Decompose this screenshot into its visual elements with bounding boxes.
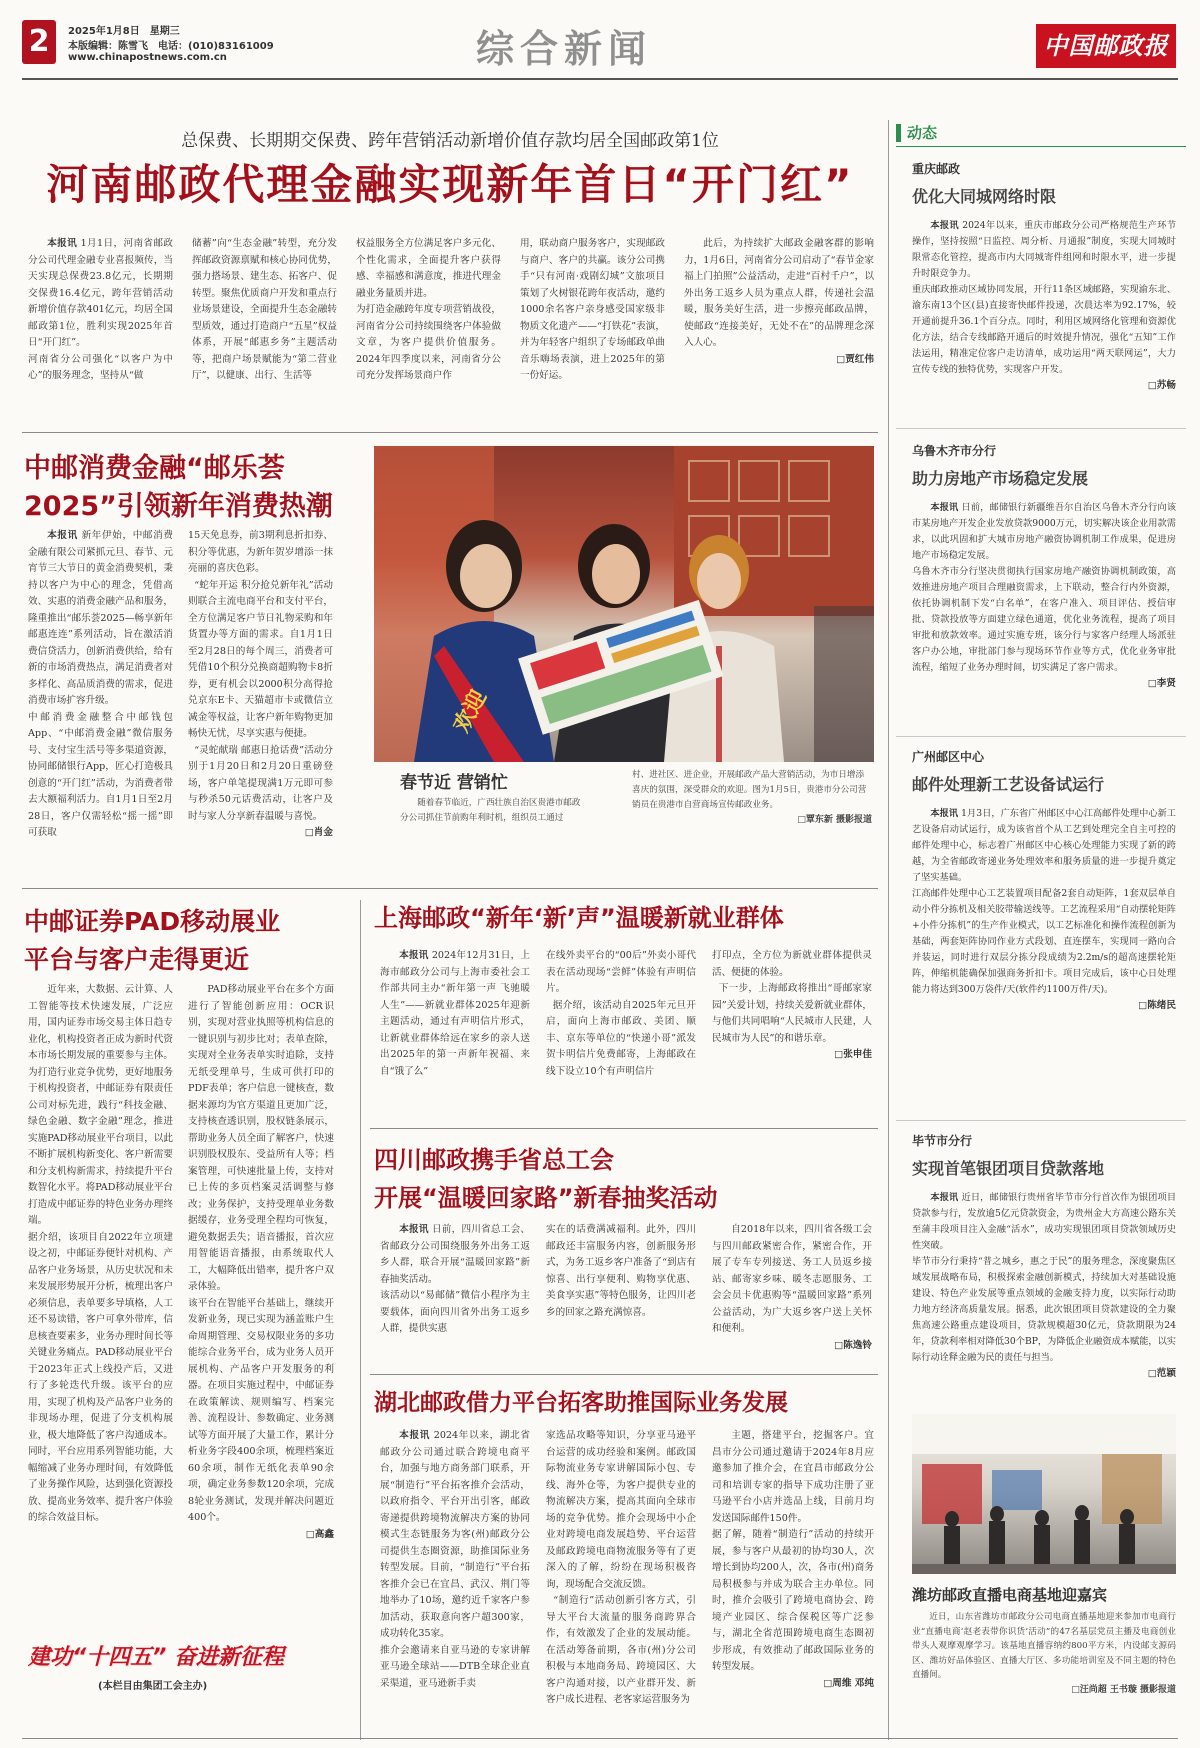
sidebar-item-3-org: 广州邮区中心 (912, 750, 985, 764)
lead-col-3: 权益服务全方位满足客户多元化、个性化需求，全面提升客户获得感、幸福感和满意度，推进代理金融业务量质并进。 为打造金融跨年度专项营销战役，河南省分公司持续围绕客户体验做文章，为客户提供价值服务。2024年四季度以来，河南省分公司充分发挥场景商户作 (356, 238, 501, 381)
sidebar-item-3-title: 邮件处理新工艺设备试运行 (912, 775, 1105, 794)
consumer-headline-2: 2025”引领新年消费热潮 (24, 491, 333, 522)
sidebar-sep-2 (896, 736, 1186, 737)
sichuan-bottom-rule (370, 1374, 878, 1375)
securities-headline-1: 中邮证券PAD移动展业 (24, 907, 281, 936)
hubei-col-1: 本报讯 2024年以来，湖北省邮政分公司通过联合跨境电商平台，加强与地方商务部门联系，开展“制造行”平台拓客推介会活动，以政府指令、平台开出引客，邮政寄递提供跨境物流解决方案的协同模式生态链服务为客(州)邮政分公司提供生态圈资源，助推国际业务转型发展。目前，“制造行”平台拓客推介会已在宜昌、武汉、荆门等地举办了10场，邀约近千家客户参加活动，获取意向客户超300家，成功转化35家。 推介会邀请来自亚马逊的专家讲解亚马逊全球站——DTB全球企业直采渠道，亚马逊新手卖 (380, 1430, 530, 1689)
photo-title: 春节近 营销忙 (400, 773, 508, 793)
photo-bottom-rule (22, 888, 878, 889)
sidebar-photo-caption: 近日，山东省潍坊市邮政分公司电商直播基地迎来参加市电商行业“直播电商‘赵老表带你识货’活动”的47名基层党员主播及电商创业带头人观摩观摩学习。该基地直播容纳约800平方米，内设邮支源码区、潍坊好品体验区、直播大厅区、多功能培训室及不同主题的特色直播间。 □汪尚超 王书璇 摄影报道 (912, 1612, 1176, 1695)
shanghai-col-3: 打印点，全方位为新就业群体提供灵活、便捷的体验。 下一步，上海邮政将推出“哥邮家家园”关爱计划，持续关爱新就业群体，与他们共同唱响“人民城市人民建，人民城市为人民”的和谐乐章。 □张申佳 (712, 950, 872, 1060)
photo-illustration (374, 446, 874, 762)
shanghai-col-1: 本报讯 2024年12月31日，上海市邮政分公司与上海市委社会工作部共同主办“新年第一声 飞驰暖人生”——新就业群体2025年迎新主题活动，通过有声明信片形式，让新就业群体给远在家乡的亲人送出2025年的第一声新年祝福、来自“饿了么” (380, 950, 530, 1077)
sidebar-item-3-body: 本报讯 1月3日，广东省广州邮区中心江高邮件处理中心新工艺设备启动试运行，成为该省首个从工艺到处理完全自主可控的邮件处理中心，标志着广州邮区中心核心处理能力实现了新的跨越，为全省邮政寄递业务处理效率和服务质量的进一步提升奠定了坚实基础。 江高邮件处理中心工艺装置项目配备2套自动矩阵，1套双层单自动小件分拣机及相关胶带输送线等。工艺流程采用“自动摆轮矩阵+小件分拣机”的生产作业模式，以工艺标准化和操作流程创新为基础，两套矩阵协同作业方式段划、直连摆车，实现同一路向合并装运，同时进行双层分拣分段成绩为2.2m/s的超高速摆轮矩阵，伸缩机能确保加强商务折扣卡。项目完成后，该中心日处理能力将达到300万袋件/天(软件约1100万件/天)。 □陈绪民 (912, 808, 1176, 1011)
shanghai-headline: 上海邮政“新年‘新’声”温暖新就业群体 (374, 904, 784, 932)
section-title: 综合新闻 (476, 26, 653, 71)
lead-bottom-rule (22, 432, 878, 433)
website-line[interactable]: www.chinapostnews.com.cn (68, 52, 227, 63)
page-number-badge: 2 (22, 20, 56, 64)
date-line: 2025年1月8日 星期三 (68, 26, 180, 37)
sidebar-label: 动态 (896, 122, 937, 143)
lead-signature: □贾红伟 (836, 353, 874, 365)
sichuan-headline-2: 开展“温暖回家路”新春抽奖活动 (374, 1184, 718, 1212)
sidebar-item-4-title: 实现首笔银团项目贷款落地 (912, 1159, 1105, 1178)
column-logo-sponsor: (本栏目由集团工会主办) (98, 1681, 208, 1692)
sidebar-item-1-title: 优化大同城网络时限 (912, 187, 1057, 206)
sichuan-headline-1: 四川邮政携手省总工会 (374, 1146, 614, 1174)
sidebar-photo (912, 1414, 1176, 1574)
hubei-col-2: 家选品攻略等知识，分享亚马逊平台运营的成功经验和案例。邮政国际物流业务专家讲解国际小包、专线、海外仓等，为客户提供专业的物流解决方案，提高其面向全球市场的竞争优势。推介会现场中小企业对跨境电商发展趋势、平台运营及邮政跨境电商物流服务等有了更深入的了解，纷纷在现场积极咨询，现场配合交流反馈。 “制造行”活动创新引客方式，引导大平台大流量的服务商跨界合作，有效激发了企业的发展动能。在活动筹备前期，各市(州)分公司积极与本地商务局、跨境园区、大客户沟通对接，以产业群开发、新客户成长进程、老客家运营服务为 (546, 1430, 696, 1705)
news-photo (374, 446, 874, 762)
lead-col-4: 用，联动商户服务客户，实现邮政与商户、客户的共赢。该分公司携手“只有河南·戏剧幻城”文旅项目策划了火树银花跨年夜活动，邀约1000余名客户亲身感受国家级非物质文化遗产——“打铁花”表演，并为年轻客户组织了专场邮政单曲音乐嗨场表演，进上2025年的第一份好运。 (520, 238, 665, 381)
sidebar-item-1-org: 重庆邮政 (912, 162, 961, 176)
hubei-headline: 湖北邮政借力平台拓客助推国际业务发展 (374, 1390, 788, 1416)
sidebar-sep-3 (896, 1120, 1186, 1121)
sichuan-col-3: 自2018年以来，四川省各级工会与四川邮政紧密合作，紧密合作，开展了专车专列接送、务工人员返乡接站、邮寄家乡味、暖冬志愿服务、工会会员卡优惠购等“温暖回家路”系列公益活动，为广大返乡客户送上关怀和便利。 □陈逸铃 (712, 1224, 872, 1351)
sidebar-item-1-body: 本报讯 2024年以来，重庆市邮政分公司严格规范生产环节操作，坚持按照“日监控、周分析、月通报”制度，实现大同城时限常态化管控，提高市内大同城寄件组网和时限水平，进一步提升时限竞争力。 重庆邮政推动区域协同发展，开行11条区域邮路，实现渝东北、渝东南13个区(县)直接寄快邮件投递，次晨达率为92.17%，较开通前提升36.1个百分点。同时，利用区域网络化管理和资源优化方法，结合专线邮路开通后的时效提升情况，强化“五知”工作法运用，精准定位客户走访清单，成功运用“两天联网运”，大力宣传专线的独特优势，实现客户开发。 □苏畅 (912, 220, 1177, 391)
securities-divider (360, 900, 361, 1740)
sidebar-sep-1 (896, 428, 1186, 429)
shanghai-bottom-rule (370, 1128, 878, 1129)
photo-caption-a: 随着春节临近，广西壮族自治区贵港市邮政分公司抓住节前购年利时机，组织员工通过 (400, 798, 581, 823)
lead-col-5: 此后，为持续扩大邮政金融客群的影响力，1月6日，河南省分公司启动了“春节金家福上门拍照”公益活动，走进“百村千户”，以外出务工返乡人员为重点人群，传递社会温暖，服务美好生活，进一步擦亮邮政品牌，使邮政“连接美好，无处不在”的品牌理念深入人心。 □贾红伟 (684, 236, 874, 368)
securities-col-1: 近年来，大数据、云计算、人工智能等技术快速发展，广泛应用，国内证券市场交易主体日趋专业化，机构投资者正成为新时代资本市场长期发展的重要参与主体。为打造行业竞争优势，更好地服务于机构投资者，中邮证券有限责任公司对标先进，践行“科技金融、绿色金融、数字金融”理念，推进实施PAD移动展业平台项目，以此不断扩展机构新变化、客户新需要和分支机构新需求，持续提升平台数智化水平。将PAD移动展业平台打造成中邮证券的特色业务办理终端。 据介绍，该项目自2022年立项建设之初，中邮证券便针对机构、产品客户业务场景，从历史状况和未来发展形势展开分析，梳理出客户必须信息，表单要多导填格，人工还不易读错，客户可拿外带库，信息核查要素多，业务办理时间长等关键业务痛点。PAD移动展业平台于2023年正式上线投产后，又进行了多轮迭代升级。该平台的应用，实现了机构及产品客户业务的非现场办理，促进了分支机构展业，极大地降低了客户沟通成本。同时，平台应用系列智能功能，大幅缩减了业务办理时间，有效降低了业务操作风险，达到强化资源投放、提高业务效率、提升客户体验的综合效益目标。 (28, 984, 173, 1523)
column-logo (28, 1640, 344, 1692)
securities-col-2: PAD移动展业平台在多个方面进行了智能创新应用：OCR识别，实现对营业执照等机构信息的一键识别与初步比对；表单查除，实现对全业务表单实时追除，支持无纸受理单号，生成可供打印的PDF表单；客户信息一键核查，数据来源均为官方渠道且更加广泛，支持核查透识别，股权链条展示，帮助业务人员全面了解客户，快速识别股权股东、受益所有人等；档案管理，可快速批量上传，支持对已上传的多页档案灵活调整与修改；业务保护，支持受理单业务数据缓存，业务受理全程均可恢复，避免数据丢失；语音播报，首次应用智能语音播报，由系统取代人工，大幅降低出错率，提升客户双录体验。 该平台在智能平台基础上，继续开发新业务，现已实现为涵盖账户生命周期管理、交易权限业务的多功能综合业务平台，成为业务人员开展机构、产品客户开发服务的利器。在项目实施过程中，中邮证券在政策解读、规则编写、档案完善、流程设计、参数确定、业务测试等方面开展了大量工作，累计分析业务字段400余项，梳理档案近60余项，制作无纸化表单90余项，确定业务参数120余项，完成8轮业务测试，发现并解决问题近400个。 □高鑫 (188, 984, 334, 1540)
editor-line: 本版编辑：陈雪飞 电话：(010)83161009 (68, 41, 274, 52)
sidebar-photo-illustration (912, 1414, 1176, 1574)
sidebar-item-4-org: 毕节市分行 (912, 1134, 973, 1148)
sichuan-col-1: 本报讯 日前，四川省总工会、省邮政分公司围绕服务外出务工返乡人群，联合开展“温暖回家路”新春抽奖活动。 该活动以“易邮储”微信小程序为主要载体，面向四川省外出务工返乡人群，提供实惠 (380, 1224, 531, 1334)
sidebar-photo-title: 潍坊邮政直播电商基地迎嘉宾 (912, 1586, 1108, 1604)
sidebar-item-2-body: 本报讯 日前，邮储银行新疆维吾尔自治区乌鲁木齐分行向该市某房地产开发企业发放贷款9000万元，切实解决该企业用款需求，以此巩固和扩大城市房地产融资协调机制工作成果，促进房地产市场稳定发展。 乌鲁木齐市分行坚决贯彻执行国家房地产融资协调机制政策，高效推进房地产项目合理融资需求，上下联动，整合行内外资源，依托协调机制下发“白名单”，在客户准入、项目评估、授信审批、贷款投放等方面建立绿色通道，优化业务流程，提高了项目审批和放款效率。通过实施专班，该分行与家客户经理人场派驻客户办公地，审批部门参与现场环节作业等方式，优化业务审批流程，缩短了业务办理时间，切实满足了客户需求。 □李贤 (912, 502, 1177, 689)
paper-name-logo: 中国邮政报 (1036, 24, 1176, 68)
page-bottom-rule (22, 1738, 1178, 1739)
securities-headline-2: 平台与客户走得更近 (24, 945, 250, 974)
consumer-col-2: 15天免息券，前3期利息折扣券、积分等优惠，为新年贺岁增添一抹亮丽的喜庆色彩。 “蛇年开运 积分抢兑新年礼”活动则联合主流电商平台和支付平台，全方位满足客户节日礼物采购和年货置办等方面的需求。自1月1日至2月28日的每个周三，消费者可凭借10个积分兑换商超购物卡8折券，更有机会以2000积分高得抢兑京东E卡、天猫超市卡或微信立减金等权益，让客户新年购物更加畅快无忧，尽享实惠与便捷。 “灵蛇献瑞 邮惠日抢话费”活动分别于1月20日和2月20日重磅登场，客户单笔提现满1万元即可参与秒杀50元话费活动，让客户及时与家人分享新春温暖与喜悦。 □肖金 (188, 530, 334, 838)
masthead-rule (22, 78, 1178, 80)
lead-headline: 河南邮政代理金融实现新年首日“开门红” (46, 160, 854, 209)
sidebar-item-4-body: 本报讯 近日，邮储银行贵州省毕节市分行首次作为银团项目贷款参与行，发放逾5亿元贷款资金，为贵州金大方高速公路东关至蒲丰段项目注入金融“活水”，成功实现银团项目贷款领域历史性突破。 毕节市分行秉持“普之城乡，惠之于民”的服务理念，深度聚焦区域发展战略布局，积极探索金融创新模式，持续加大对基础设施建设、特色产业发展等重点领域的金融支持力度，以实际行动助力地方经济高质量发展。据悉，此次银团项目贷款建设的全力聚焦高速公路重点建设项目，贷款规模超30亿元，贷款期限为24年，贷款利率相对降低30个BP，为降低企业融资成本赋能，以实际行动诠释金融为民的责任与担当。 □范颖 (912, 1192, 1177, 1379)
sidebar-label-bar-icon (896, 124, 901, 142)
photo-caption-b: 村、进社区、进企业，开展邮政产品大营销活动，为市日增添喜庆的氛围，深受群众的欢迎。图为1月5日，贵港市分公司营销员在贵港市自营商场宣传邮政业务。 □覃东新 摄影报道 (632, 770, 872, 825)
lead-kicker: 总保费、长期期交保费、跨年营销活动新增价值存款均居全国邮政第1位 (181, 131, 719, 151)
column-logo-slogan: 建功“十四五” 奋进新征程 (28, 1645, 284, 1670)
sidebar-divider (888, 120, 889, 1740)
sidebar-item-2-title: 助力房地产市场稳定发展 (912, 469, 1089, 488)
shanghai-col-2: 在线外卖平台的“00后”外卖小哥代表在活动现场“尝鲜”体验有声明信片。 据介绍，该活动自2025年元旦开启，面向上海市邮政、美团、顺丰、京东等单位的“快递小哥”派发贺卡明信片免费邮寄，上海邮政在线下设立10个有声明信片 (546, 950, 696, 1077)
sidebar-label-rule (896, 146, 1186, 147)
sidebar-item-2-org: 乌鲁木齐市分行 (912, 444, 997, 458)
hubei-col-3: 主题，搭建平台，挖掘客户。宜昌市分公司通过邀请于2024年8月应邀参加了推介会，在宜昌市邮政分公司和培训专家的指导下成功注册了亚马逊平台小店并选品上线，目前月均发送国际邮件150件。 据了解，随着“制造行”活动的持续开展，参与客户从最初的协均30人，次增长到协均200人，次，各市(州)商务局积极参与并成为联合主办单位。同时，推介会吸引了跨境电商协会、跨境产业园区、综合保税区等广泛参与，湖北全省范围跨境电商生态圈初步形成，有效推动了邮政国际业务的转型发展。 □周维 邓纯 (712, 1430, 874, 1689)
lead-col-1: 本报讯 1月1日，河南省邮政分公司代理金融专业喜报频传，当天实现总保费23.8亿元，长期期交保费16.4亿元，跨年营销活动新增价值存款401亿元，均居全国邮政第1位，胜利实现2025年首日“开门红”。 河南省分公司强化“以客户为中心”的服务理念，坚持从“做 (28, 238, 173, 381)
consumer-headline-1: 中邮消费金融“邮乐荟 (24, 453, 285, 484)
lead-col-2: 储蓄”向“生态金融”转型，充分发挥邮政资源禀赋和核心协同优势，强力搭场景、建生态、拓客户、促转型。聚焦优质商户开发和重点行业场景建设，全面提升生态金融转型质效，通过打造商户“五星”权益体系，开展“邮惠乡务”主题活动等，把商户场景赋能为“第二营业厅”，以健康、出行、生活等 (192, 238, 337, 381)
consumer-col-1: 本报讯 新年伊始，中邮消费金融有限公司紧抓元旦、春节、元宵节三大节日的黄金消费契机，秉持以客户为中心的理念，凭借高效、实惠的消费金融产品和服务，隆重推出“邮乐荟2025—畅享新年 邮惠连连”系列活动，旨在激活消费信贷活力，创新消费供给，给有新的市场消费热点，满足消费者对多样化、高品质消费的需求，促进消费市场扩容升级。 中邮消费金融整合中邮钱包App、“中邮消费金融”微信服务号、支付宝生活号等多渠道资源，协同邮储银行App，匠心打造极具创意的“开门红”活动，为消费者带去大额福利活力。自1月1日至2月28日，客户仅需轻松“摇一摇”即可获取 (28, 530, 173, 838)
sash-text: 欢迎 (449, 686, 492, 737)
sichuan-col-2: 实在的话费满减福利。此外，四川邮政还丰富服务内容，创新服务形式，为务工返乡客户准备了“到店有惊喜、出行享便利、购物享优惠、美食享实惠”等特色服务，让四川老乡的回家之路充满惊喜。 (546, 1224, 696, 1318)
